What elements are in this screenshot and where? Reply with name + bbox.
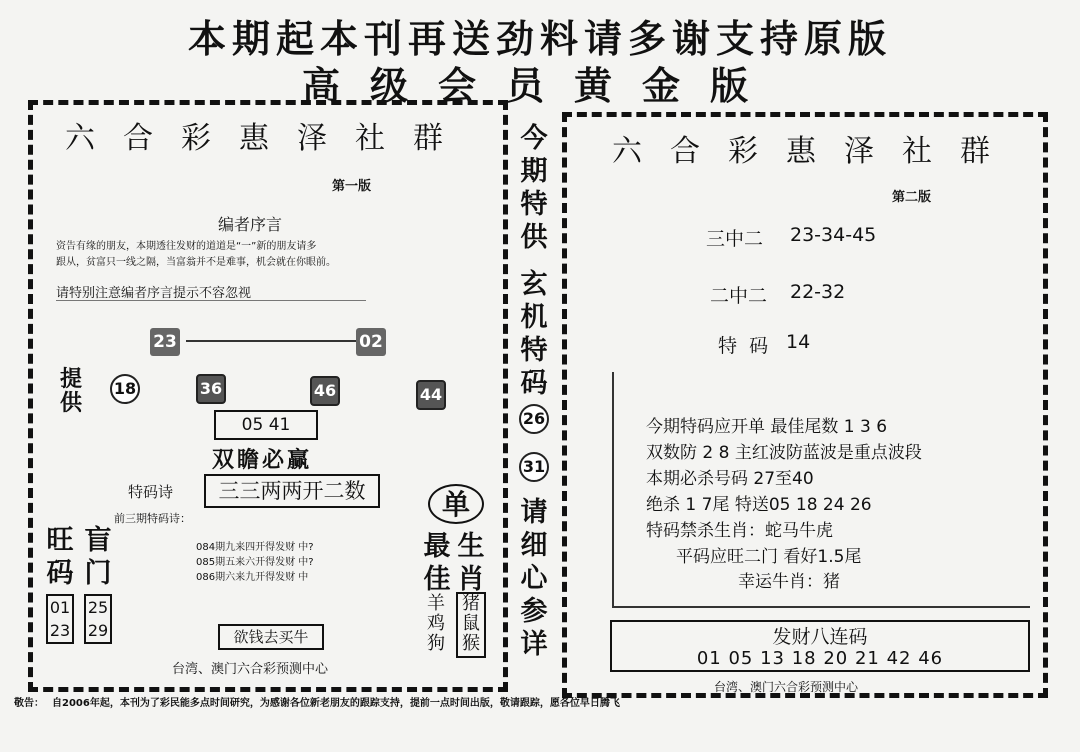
zodiac-b-2: 鼠 — [462, 613, 480, 634]
left-title: 六合彩惠泽社群 — [65, 121, 471, 156]
eight-title: 发财八连码 — [772, 626, 868, 648]
pred-line-3: 本期必杀号码 27至40 — [646, 469, 814, 489]
poem-box: 三三两两开二数 — [204, 474, 380, 508]
zodiac-a-3: 狗 — [427, 633, 445, 654]
mang-men-label: 盲门 — [84, 525, 112, 589]
san-nums: 23-34-45 — [790, 224, 877, 246]
preface-notice: 请特别注意编者序言提示不容忽视 — [56, 286, 252, 301]
san-label: 三中二 — [706, 228, 764, 250]
provide-num-3: 46 — [310, 376, 340, 406]
pred-line-1: 今期特码应开单 最佳尾数 1 3 6 — [646, 417, 888, 437]
preface-line1: 资告有缘的朋友，本期透往发财的道道是“一”新的朋友请多 — [56, 241, 317, 252]
left-footer: 台湾、澳门六合彩预测中心 — [172, 662, 329, 677]
preface-line2: 跟从，贫富只一线之隔，当富翁并不是难事，机会就在你眼前。 — [56, 257, 336, 268]
notice-label: 敬告： — [14, 698, 44, 709]
er-label: 二中二 — [710, 285, 768, 307]
dan-circle: 单 — [428, 484, 484, 524]
zodiac-b-3: 猴 — [462, 633, 480, 654]
zodiac-col-b — [456, 592, 486, 658]
divider-line — [56, 300, 366, 301]
te-num: 14 — [786, 331, 811, 353]
zodiac-b-1: 猪 — [462, 593, 480, 614]
top-num-1: 23 — [150, 328, 180, 356]
right-edition: 第二版 — [892, 190, 932, 205]
zodiac-label: 生肖 — [457, 531, 485, 595]
right-footer: 台湾、澳门六合彩预测中心 — [714, 680, 859, 694]
preface-title: 编者序言 — [218, 215, 283, 234]
middle-num-2: 31 — [519, 452, 549, 482]
pred-line-6: 平码应旺二门 看好1.5尾 — [676, 547, 862, 567]
pred-line-7: 幸运牛肖：猪 — [738, 572, 840, 592]
zodiac-a-2: 鸡 — [427, 613, 445, 634]
pred-line-5: 特码禁杀生肖：蛇马牛虎 — [646, 521, 833, 541]
er-nums: 22-32 — [790, 281, 846, 303]
top-num-2: 02 — [356, 328, 386, 356]
provide-label: 提供 — [60, 367, 83, 416]
prev-poem-label: 前三期特码诗： — [114, 512, 191, 525]
provide-num-2: 36 — [196, 374, 226, 404]
provide-num-4: 44 — [416, 380, 446, 410]
prev-line-2: 085期五来六开得发财 中? — [196, 557, 314, 568]
left-edition: 第一版 — [332, 179, 372, 194]
mang-nums-box — [84, 594, 112, 644]
provide-num-1: 18 — [110, 374, 140, 404]
box-nums: 05 41 — [214, 410, 318, 440]
wang-num-1: 01 — [49, 598, 71, 617]
te-label: 特 码 — [718, 335, 769, 357]
wang-num-2: 23 — [49, 621, 71, 640]
zodiac-a-1: 羊 — [427, 593, 445, 614]
pred-line-4: 绝杀 1 7尾 特送05 18 24 26 — [646, 495, 872, 515]
notice-text: 自2006年起，本刊为了彩民能多点时间研究，为感谢各位新老朋友的跟踪支持，提前一点时间出版，敬请跟踪，愿各位早日腾飞 — [52, 698, 620, 709]
wang-ma-label: 旺码 — [46, 525, 74, 589]
header-line2: 高级会员黄金版 — [301, 63, 778, 108]
prev-line-3: 086期六来九开得发财 中 — [196, 572, 309, 583]
slogan: 双瞻必赢 — [212, 448, 313, 473]
poem-label: 特码诗 — [128, 483, 174, 501]
prev-line-1: 084期九来四开得发财 中? — [196, 542, 314, 553]
wang-nums-box — [46, 594, 74, 644]
middle-mystery: 玄机特码 — [520, 269, 548, 399]
mang-num-2: 29 — [87, 621, 109, 640]
connector-line — [186, 340, 356, 342]
mang-num-1: 25 — [87, 598, 109, 617]
right-title: 六合彩惠泽社群 — [612, 134, 1018, 169]
pred-line-2: 双数防 2 8 主红波防蓝波是重点波段 — [646, 443, 922, 463]
middle-ask: 请细心参详 — [520, 497, 548, 660]
best-label: 最佳 — [423, 531, 451, 595]
buy-box: 欲钱去买牛 — [218, 624, 324, 650]
zodiac-col-a — [421, 594, 451, 654]
eight-nums: 01 05 13 18 20 21 42 46 — [696, 648, 944, 669]
middle-num-1: 26 — [519, 404, 549, 434]
header-line1: 本期起本刊再送劲料请多谢支持原版 — [187, 16, 892, 61]
middle-special: 今期特供 — [520, 123, 548, 253]
